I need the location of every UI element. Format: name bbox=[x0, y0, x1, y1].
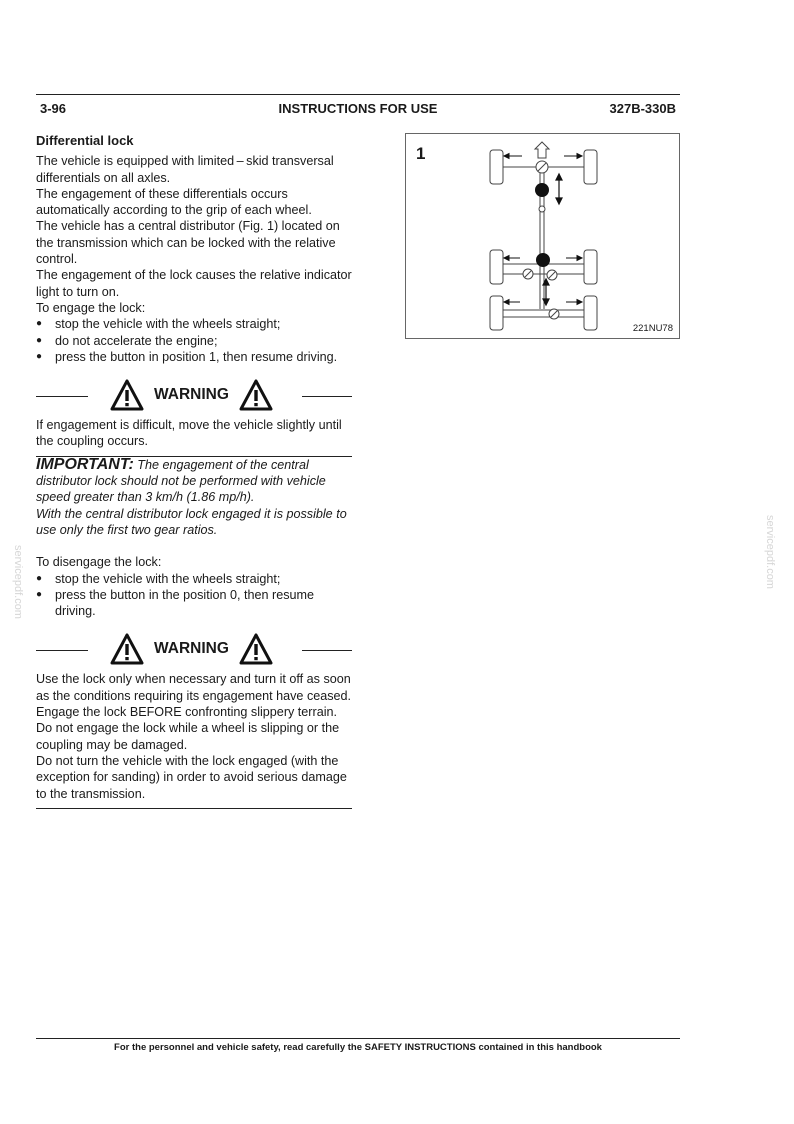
warning-label: WARNING bbox=[154, 386, 229, 403]
list-item: ● do not accelerate the engine; bbox=[36, 333, 352, 349]
divider bbox=[36, 396, 88, 397]
figure-code: 221NU78 bbox=[632, 323, 673, 334]
disengage-intro: To disengage the lock: bbox=[36, 555, 162, 570]
warning-text: If engagement is difficult, move the vehicle slightly until the coupling occurs. bbox=[36, 417, 352, 457]
warning-triangle-icon bbox=[110, 633, 144, 665]
page-header bbox=[36, 94, 680, 119]
warning-label: WARNING bbox=[154, 640, 229, 658]
warning-banner bbox=[36, 379, 352, 413]
watermark: servicepdf.com bbox=[12, 545, 24, 619]
paragraph: To engage the lock: bbox=[36, 300, 146, 315]
drivetrain-diagram bbox=[406, 134, 681, 340]
list-item: ● press the button in the position 0, then resume driving. bbox=[36, 587, 352, 620]
warning-paragraph: Engage the lock BEFORE confronting slippery terrain. bbox=[36, 705, 338, 720]
page-footer: For the personnel and vehicle safety, read carefully the SAFETY INSTRUCTIONS contained in this handbook bbox=[36, 1038, 680, 1053]
important-text: The engagement of the central distributor lock should not be performed with vehicle speed greater than 3 km/h (1.86 mp/h). bbox=[36, 457, 326, 505]
page-number: 3-96 bbox=[40, 101, 67, 116]
warning-triangle-icon bbox=[239, 379, 273, 411]
paragraph: The engagement of the lock causes the relative indicator light to turn on. bbox=[36, 268, 352, 299]
important-label: IMPORTANT: bbox=[36, 455, 134, 473]
list-item: ● stop the vehicle with the wheels straight; bbox=[36, 316, 352, 332]
watermark: servicepdf.com bbox=[764, 515, 776, 589]
important-note bbox=[36, 457, 352, 506]
paragraph: The vehicle has a central distributor (Fig. 1) located on the transmission which can be locked with the relative control. bbox=[36, 219, 340, 267]
warning-banner bbox=[36, 633, 352, 667]
header-title: INSTRUCTIONS FOR USE bbox=[278, 101, 438, 116]
warning-triangle-icon bbox=[110, 379, 144, 411]
divider bbox=[36, 650, 88, 651]
disengage-steps-list bbox=[36, 571, 352, 620]
warning-paragraph: Do not turn the vehicle with the lock engaged (with the exception for sanding) in order to avoid serious damage to the transmission. bbox=[36, 753, 347, 801]
warning-paragraph: Do not engage the lock while a wheel is slipping or the coupling may be damaged. bbox=[36, 721, 340, 752]
section-heading: Differential lock bbox=[36, 133, 134, 148]
divider bbox=[302, 396, 352, 397]
paragraph: The vehicle is equipped with limited – skid transversal differentials on all axles. bbox=[36, 154, 334, 185]
engage-steps-list bbox=[36, 316, 352, 365]
divider bbox=[302, 650, 352, 651]
list-item: ● press the button in position 1, then resume driving. bbox=[36, 349, 352, 365]
warning-text-block bbox=[36, 671, 352, 808]
warning-triangle-icon bbox=[239, 633, 273, 665]
figure-number: 1 bbox=[416, 144, 426, 163]
warning-paragraph: Use the lock only when necessary and turn it off as soon as the conditions requiring its engagement have ceased. bbox=[36, 672, 352, 703]
list-item: ● stop the vehicle with the wheels straight; bbox=[36, 571, 352, 587]
paragraph: The engagement of these differentials occurs automatically according to the grip of each wheel. bbox=[36, 186, 312, 218]
figure-1 bbox=[405, 133, 680, 339]
important-text-2: With the central distributor lock engaged it is possible to use only the first two gear ratios. bbox=[36, 506, 347, 537]
header-model: 327B-330B bbox=[609, 101, 676, 116]
text-column bbox=[36, 133, 352, 823]
